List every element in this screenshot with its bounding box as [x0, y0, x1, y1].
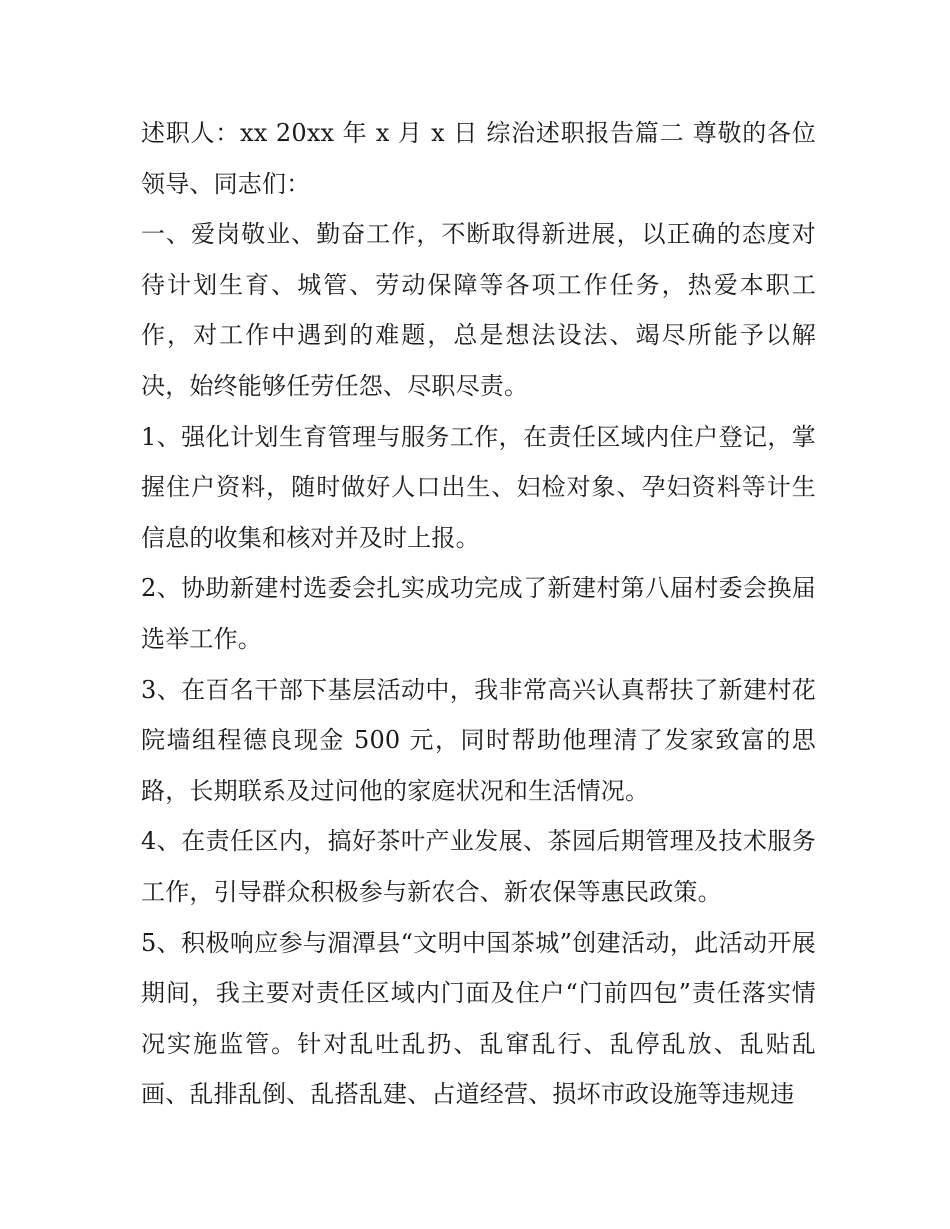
paragraph-item-5: 5、积极响应参与湄潭县“文明中国茶城”创建活动，此活动开展期间，我主要对责任区域内门面及住户“门前四包”责任落实情况实施监管。针对乱吐乱扔、乱窜乱行、乱停乱放、乱贴乱画、乱排乱倒、乱搭乱建、占道经营、损坏市政设施等违规违 [141, 928, 816, 1109]
paragraph-header: 述职人：xx 20xx 年 x 月 x 日 综治述职报告篇二 尊敬的各位领导、同志们： [141, 119, 816, 198]
paragraph-item-4: 4、在责任区内，搞好茶叶产业发展、茶园后期管理及技术服务工作，引导群众积极参与新农合、新农保等惠民政策。 [141, 827, 816, 906]
paragraph-item-2: 2、协助新建村选委会扎实成功完成了新建村第八届村委会换届选举工作。 [141, 574, 816, 653]
paragraph-item-3: 3、在百名干部下基层活动中，我非常高兴认真帮扶了新建村花院墙组程德良现金 500 元，同时帮助他理清了发家致富的思路，长期联系及过问他的家庭状况和生活情况。 [141, 675, 816, 805]
document-body [141, 108, 816, 1120]
paragraph-section-one: 一、爱岗敬业、勤奋工作，不断取得新进展，以正确的态度对待计划生育、城管、劳动保障等各项工作任务，热爱本职工作，对工作中遇到的难题，总是想法设法、竭尽所能予以解决，始终能够任劳任怨、尽职尽责。 [141, 220, 816, 400]
paragraph-item-1: 1、强化计划生育管理与服务工作，在责任区域内住户登记，掌握住户资料，随时做好人口出生、妇检对象、孕妇资料等计生信息的收集和核对并及时上报。 [141, 422, 816, 552]
